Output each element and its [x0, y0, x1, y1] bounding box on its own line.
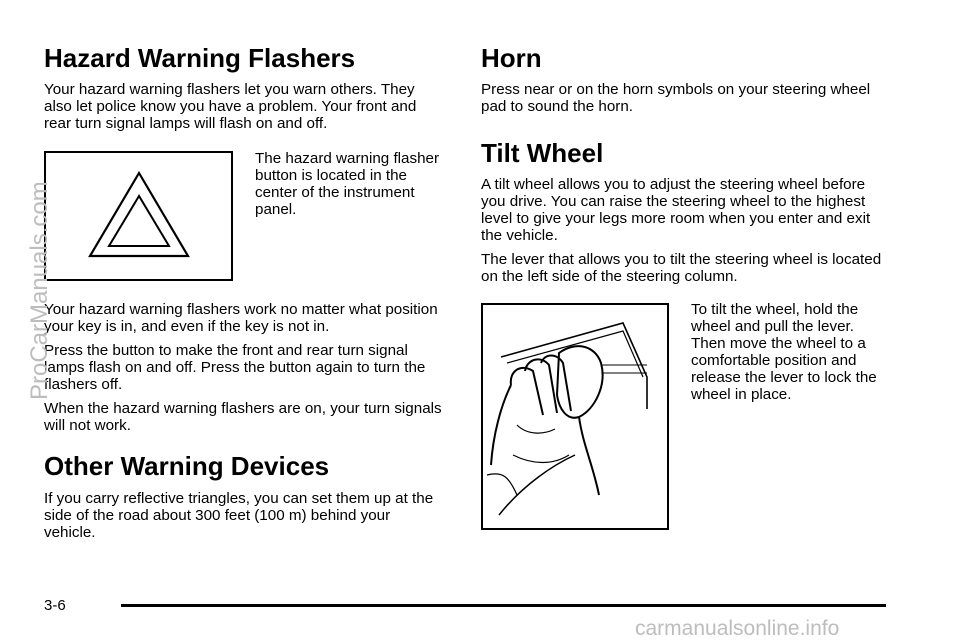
hazard-paragraph-2: Your hazard warning flashers work no matter what position your key is in, and even if the key is not in. — [44, 301, 438, 335]
bottom-watermark: carmanualsonline.info — [635, 617, 840, 640]
hazard-paragraph-3: Press the button to make the front and rear turn signal lamps flash on and off. Press the button again to turn the flashers off. — [44, 342, 426, 393]
left-column — [44, 38, 444, 541]
hazard-paragraph-1: Your hazard warning flashers let you warn others. They also let police know you have a problem. Your front and rear turn signal lamps will flash on and off. — [44, 81, 417, 132]
tilt-figure-caption: To tilt the wheel, hold the wheel and pull the lever. Then move the wheel to a comfortable position and release the lever to lock the wheel in place. — [691, 301, 877, 403]
horn-paragraph: Press near or on the horn symbols on your steering wheel pad to sound the horn. — [481, 81, 871, 115]
hazard-paragraph-4: When the hazard warning flashers are on, your turn signals will not work. — [44, 400, 442, 434]
footer-rule — [121, 604, 886, 607]
right-column — [481, 38, 891, 533]
hazard-heading: Hazard Warning Flashers — [44, 43, 356, 73]
hazard-figure-row — [44, 151, 444, 301]
tilt-paragraph-1: A tilt wheel allows you to adjust the steering wheel before you drive. You can raise the steering wheel to the highest level to give your legs more room when you enter and exit the vehicle. — [481, 176, 871, 244]
tilt-figure-row — [481, 303, 891, 533]
other-warning-heading: Other Warning Devices — [44, 451, 330, 481]
page-number: 3-6 — [44, 597, 66, 614]
hazard-triangle-icon — [44, 151, 233, 281]
horn-heading: Horn — [481, 43, 542, 73]
tilt-heading: Tilt Wheel — [481, 138, 604, 168]
other-warning-paragraph: If you carry reflective triangles, you can set them up at the side of the road about 300 feet (100 m) behind your vehicle. — [44, 490, 434, 541]
hazard-figure-caption: The hazard warning flasher button is located in the center of the instrument panel. — [255, 150, 440, 218]
vertical-watermark: ProCarManuals.com — [26, 181, 53, 400]
hand-on-tilt-lever-illustration — [481, 303, 669, 530]
tilt-paragraph-2: The lever that allows you to tilt the steering wheel is located on the left side of the steering column. — [481, 251, 882, 285]
